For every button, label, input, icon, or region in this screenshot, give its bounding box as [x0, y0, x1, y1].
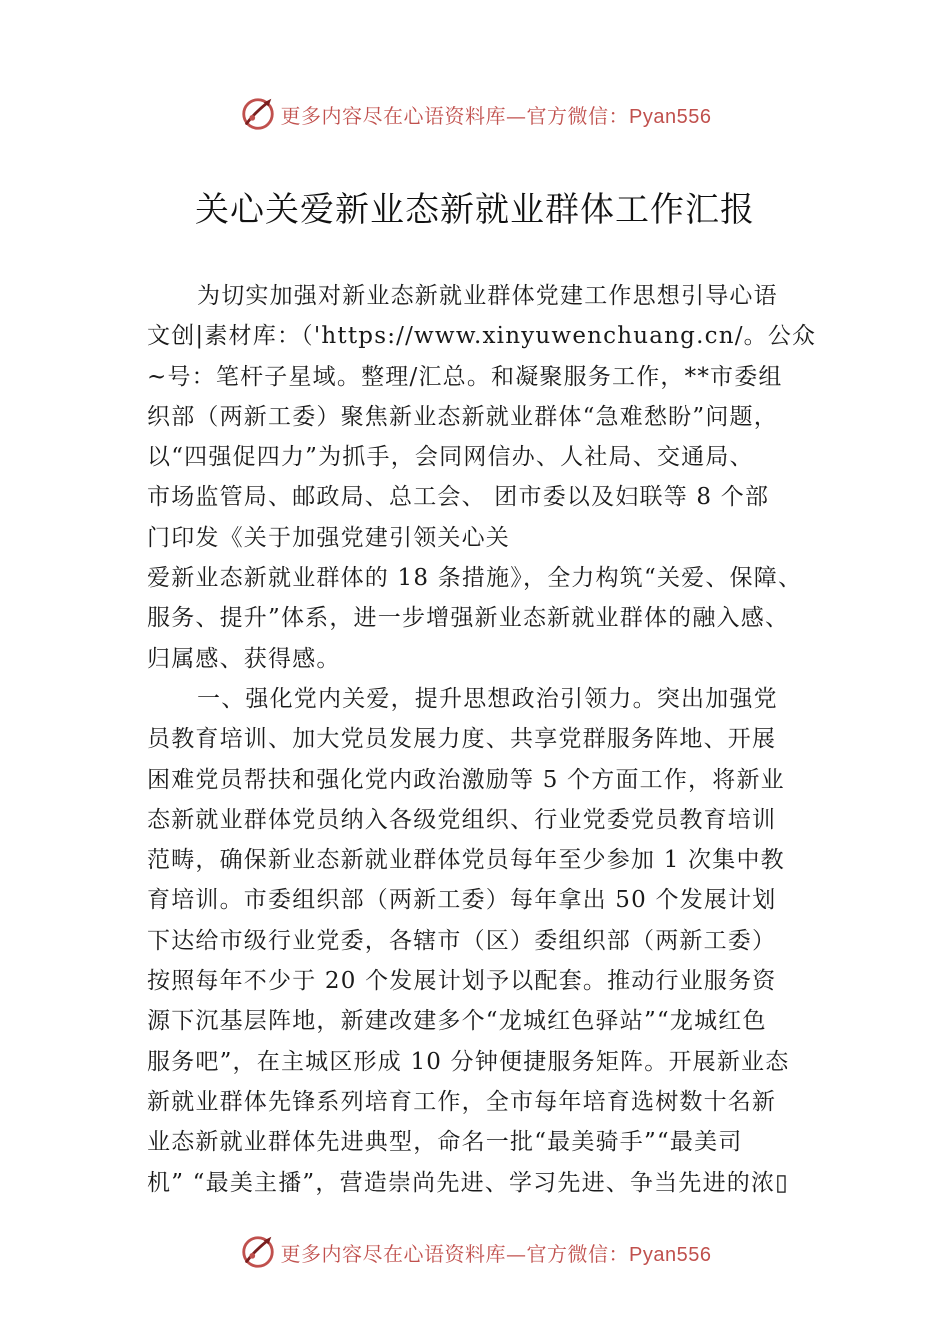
paragraph-intro: [147, 276, 819, 679]
text-line: 机” “最美主播”，营造崇尚先进、学习先进、争当先进的浓▯: [147, 1169, 790, 1196]
text-line: 业态新就业群体先进典型，命名一批“最美骑手”“最美司: [147, 1129, 743, 1156]
text-line: 门印发《关于加强党建引领关心关: [147, 524, 510, 551]
text-line: 态新就业群体党员纳入各级党组织、行业党委党员教育培训: [147, 806, 777, 833]
text-line: 服务、提升”体系，进一步增强新业态新就业群体的融入感、: [147, 605, 790, 632]
text-line: 市场监管局、邮政局、总工会、 团市委以及妇联等 8 个部: [147, 484, 770, 511]
footer-banner: [0, 1232, 950, 1272]
header-banner: [0, 94, 950, 134]
text-line: 育培训。市委组织部（两新工委）每年拿出 50 个发展计划: [147, 887, 777, 914]
text-line: 新就业群体先锋系列培育工作，全市每年培育选树数十名新: [147, 1088, 777, 1115]
banner-text: 更多内容尽在心语资料库—官方微信：Pyan556: [280, 103, 712, 128]
text-line: 归属感、获得感。: [147, 645, 341, 672]
paragraph-section-one: [147, 679, 819, 1203]
text-line: 为切实加强对新业态新就业群体党建工作思想引导心语: [197, 283, 778, 309]
text-line: 范畴，确保新业态新就业群体党员每年至少参加 1 次集中教: [147, 847, 785, 874]
banner-handle: Pyan556: [629, 1243, 712, 1266]
banner-handle: Pyan556: [629, 105, 712, 128]
text-line: 爱新业态新就业群体的 18 条措施》，全力构筑“关爱、保障、: [147, 565, 803, 592]
document-body: [147, 276, 819, 1203]
text-line: 按照每年不少于 20 个发展计划予以配套。推动行业服务资: [147, 968, 777, 995]
text-line: 下达给市级行业党委，各辖市（区）委组织部（两新工委）: [147, 927, 777, 954]
text-line: 文创|素材库：（'https://www.xinyuwenchuang.cn/。公众: [147, 323, 817, 350]
pen-logo-icon: [239, 95, 277, 133]
document-title: 关心关爱新业态新就业群体工作汇报: [195, 190, 755, 230]
banner-text: 更多内容尽在心语资料库—官方微信：Pyan556: [280, 1241, 712, 1266]
text-line: 一、强化党内关爱，提升思想政治引领力。突出加强党: [197, 685, 778, 712]
text-line: 源下沉基层阵地，新建改建多个“龙城红色驿站”“龙城红色: [147, 1008, 767, 1035]
pen-logo-icon: [239, 1233, 277, 1271]
text-line: 员教育培训、加大党员发展力度、共享党群服务阵地、开展: [147, 726, 777, 753]
text-line: ~号：笔杆子星域。整理/汇总。和凝聚服务工作，**市委组: [147, 363, 783, 390]
text-line: 以“四强促四力”为抓手，会同网信办、人社局、交通局、: [147, 444, 754, 471]
text-line: 织部（两新工委）聚焦新业态新就业群体“急难愁盼”问题，: [147, 403, 778, 430]
text-line: 困难党员帮扶和强化党内政治激励等 5 个方面工作，将新业: [147, 766, 785, 793]
text-line: 服务吧”，在主城区形成 10 分钟便捷服务矩阵。开展新业态: [147, 1048, 790, 1075]
